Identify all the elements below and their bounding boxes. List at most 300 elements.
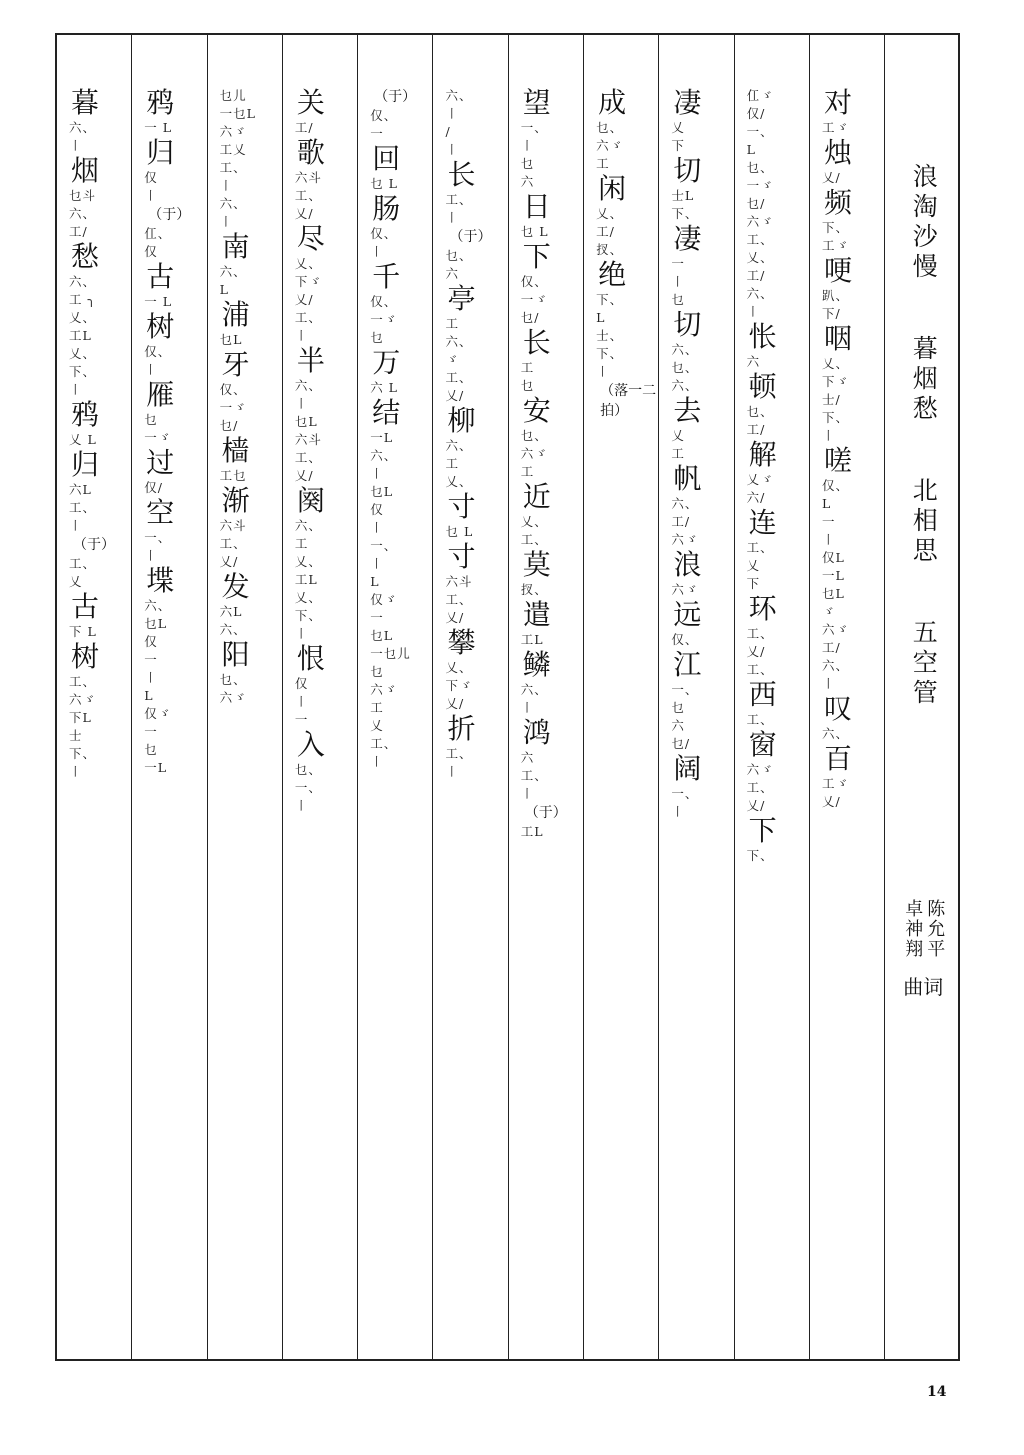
paren-note: （于） — [374, 89, 417, 105]
notation-symbol: 〡 — [144, 188, 158, 203]
gongche-notation — [69, 187, 99, 241]
score-entry — [509, 481, 551, 549]
notation-symbol: 乜/ — [520, 310, 540, 325]
score-entry — [735, 87, 774, 321]
notation-symbol: 一ゞ — [144, 430, 172, 445]
notation-symbol: 工、 — [445, 592, 473, 607]
notation-symbol: 下 — [746, 576, 761, 591]
notation-symbol: 一L — [370, 430, 393, 445]
notation-symbol: 工、 — [219, 536, 247, 551]
notation-symbol: L — [144, 688, 154, 703]
gongche-notation — [747, 711, 777, 729]
notation-symbol: L — [746, 142, 756, 157]
lyric-char: 下 — [748, 814, 777, 847]
credit-name: 陈允平 — [924, 899, 946, 959]
notation-symbol: 工ゞ — [821, 776, 849, 791]
score-column — [659, 35, 734, 1359]
gongche-notation — [822, 287, 852, 323]
notation-symbol: 六ゞ — [746, 762, 774, 777]
lyric-char: 莫 — [522, 548, 551, 581]
lyric-char: 下 — [522, 240, 551, 273]
score-entry — [208, 231, 250, 299]
notation-symbol: 六、 — [219, 196, 247, 211]
notation-symbol: 乂、 — [445, 474, 473, 489]
lyric-char: 堞 — [146, 564, 175, 597]
notation-symbol: 〡 — [445, 142, 459, 157]
notation-symbol: 一 — [671, 256, 685, 271]
notation-symbol: 乜L — [144, 616, 168, 631]
notation-symbol: 乜L — [370, 628, 393, 643]
notation-symbol: 仅、 — [370, 294, 398, 309]
notation-symbol: 乂/ — [294, 206, 314, 221]
notation-symbol: 〡 — [294, 626, 309, 641]
notation-symbol: 乂、 — [69, 310, 97, 325]
notation-symbol: 一 L — [144, 294, 173, 309]
score-entry — [283, 345, 325, 485]
score-entry — [208, 639, 250, 707]
score-entry — [810, 255, 852, 323]
score-entry — [358, 87, 416, 143]
notation-symbol: 工/ — [596, 224, 615, 239]
lyric-char: 嗟 — [823, 444, 852, 477]
notation-symbol: 工、 — [294, 310, 322, 325]
lyric-char: 鸦 — [146, 86, 175, 119]
lyric-char: 望 — [522, 86, 551, 119]
notation-symbol: 士/ — [821, 392, 841, 407]
notation-symbol: L — [821, 496, 832, 511]
score-entry — [509, 87, 551, 191]
gongche-notation — [671, 495, 701, 549]
notation-symbol: 六L — [219, 604, 243, 619]
notation-symbol: 下、 — [821, 410, 849, 425]
notation-symbol: 〡 — [746, 304, 761, 319]
score-entry — [433, 541, 475, 627]
notation-symbol: 下ゞ — [294, 274, 322, 289]
gongche-notation — [220, 123, 247, 231]
gongche-notation — [521, 581, 551, 599]
lyric-char: 发 — [221, 570, 250, 603]
lyric-char: 古 — [71, 590, 100, 623]
notation-symbol: 乜、 — [294, 762, 322, 777]
gongche-notation — [521, 273, 551, 327]
notation-symbol: 下、 — [294, 608, 322, 623]
paren-note: （于） — [524, 805, 567, 821]
gongche-notation — [144, 343, 174, 379]
score-entry — [57, 399, 99, 449]
notation-symbol: 仅ゞ — [144, 706, 172, 721]
gongche-notation — [445, 315, 475, 405]
notation-symbol: / — [445, 124, 451, 139]
notation-symbol: 乜、 — [219, 672, 247, 687]
score-entry — [57, 591, 99, 641]
score-entry — [132, 87, 174, 137]
score-column — [584, 35, 659, 1359]
lyric-char: 频 — [823, 186, 852, 219]
notation-symbol: 〡 — [671, 274, 685, 289]
notation-symbol: 工/ — [671, 514, 691, 529]
gongche-notation — [144, 479, 174, 497]
gongche-notation — [521, 823, 567, 841]
notation-symbol: 下、 — [821, 220, 849, 235]
notation-symbol: 乜 — [144, 742, 158, 757]
notation-symbol: 乂 — [69, 574, 83, 589]
gongche-notation — [822, 219, 852, 255]
score-entry — [57, 87, 99, 155]
notation-symbol: 仅、 — [520, 274, 548, 289]
notation-symbol: 六、 — [69, 206, 97, 221]
notation-symbol: 仅/ — [144, 480, 164, 495]
notation-symbol: 六斗 — [294, 432, 322, 447]
notation-symbol: 工/ — [294, 120, 314, 135]
lyric-char: 环 — [748, 592, 777, 625]
gongche-notation — [445, 523, 475, 541]
notation-symbol: 乂 L — [69, 432, 97, 447]
lyric-char: 万 — [372, 346, 401, 379]
lyric-char: 西 — [748, 678, 777, 711]
notation-symbol: 乜 — [520, 378, 535, 393]
tune-title: 浪淘沙慢 — [909, 163, 939, 283]
notation-symbol: 六斗 — [294, 170, 322, 185]
score-entry — [584, 87, 626, 173]
notation-symbol: 下ゞ — [821, 374, 849, 389]
notation-symbol: 下、 — [671, 206, 699, 221]
paren-note: （落一二拍） — [600, 383, 657, 419]
score-entry — [132, 205, 190, 261]
score-entry — [659, 753, 701, 821]
notation-symbol: 乜 — [671, 700, 685, 715]
notation-symbol: 扠、 — [520, 582, 548, 597]
notation-symbol: 仜、 — [144, 226, 172, 241]
notation-symbol: 工 — [596, 156, 610, 171]
notation-symbol: 仅、 — [370, 226, 398, 241]
gongche-notation — [445, 191, 475, 227]
notation-symbol: 工 — [520, 360, 535, 375]
notation-symbol: 下/ — [821, 306, 841, 321]
notation-symbol: 仅 — [370, 502, 384, 517]
gongche-notation — [822, 725, 852, 743]
gongche-notation — [747, 403, 777, 439]
notation-symbol: 〡 — [144, 548, 158, 563]
score-entry — [433, 283, 475, 405]
gongche-notation — [445, 573, 475, 627]
notation-symbol: 一、 — [520, 120, 548, 135]
notation-symbol: 〡 — [520, 786, 535, 801]
notation-symbol: 六/ — [746, 490, 766, 505]
notation-symbol: 〡 — [445, 210, 459, 225]
lyric-char: 结 — [372, 396, 401, 429]
lyric-char: 近 — [522, 480, 551, 513]
credit-name: 卓神翔 — [902, 899, 924, 959]
lyric-char: 雁 — [146, 378, 175, 411]
gongche-notation — [747, 87, 774, 321]
score-entry — [509, 395, 551, 481]
gongche-notation — [69, 555, 115, 591]
notation-symbol: 乜、 — [445, 248, 473, 263]
lyric-char: 长 — [447, 158, 476, 191]
score-entry — [208, 571, 250, 639]
notation-symbol: 一ゞ — [219, 400, 247, 415]
notation-symbol: 工/ — [821, 640, 841, 655]
notation-symbol: 六 — [520, 750, 535, 765]
gongche-notation — [521, 359, 551, 395]
gongche-notation — [144, 529, 174, 565]
lyric-char: 帆 — [673, 462, 702, 495]
lyric-char: 安 — [522, 394, 551, 427]
gongche-notation — [822, 355, 852, 445]
notation-symbol: 〡 — [69, 518, 83, 533]
lyric-char: 阳 — [221, 638, 250, 671]
lyric-char: 怅 — [748, 320, 777, 353]
notation-symbol: 扠、 — [596, 242, 624, 257]
notation-symbol: 六ゞ — [219, 124, 247, 139]
notation-symbol: 六ゞ — [821, 622, 849, 637]
notation-symbol: 一乜L — [219, 106, 256, 121]
paren-note: （于） — [148, 207, 191, 223]
notation-symbol: 〡 — [370, 244, 384, 259]
notation-symbol: 工、 — [445, 370, 473, 385]
gongche-notation — [370, 225, 400, 261]
notation-symbol: 工、 — [445, 192, 473, 207]
gongche-notation — [220, 381, 250, 435]
notation-symbol: 乂ゞ — [746, 472, 774, 487]
score-entry — [57, 241, 99, 399]
score-column — [810, 35, 885, 1359]
notation-symbol: 乂 — [746, 558, 761, 573]
lyric-char: 南 — [221, 230, 250, 263]
paren-note: （于） — [73, 537, 115, 553]
gongche-notation — [596, 205, 626, 259]
notation-symbol: 〡 — [219, 178, 234, 193]
score-entry — [509, 241, 551, 327]
gongche-notation — [370, 175, 400, 193]
lyric-char: 千 — [372, 260, 401, 293]
notation-symbol: 工L — [294, 572, 318, 587]
lyric-char: 暮 — [71, 86, 100, 119]
notation-symbol: 工、 — [445, 746, 473, 761]
notation-symbol: 六ゞ — [671, 532, 699, 547]
score-entry — [433, 713, 475, 781]
lyric-char: 成 — [598, 86, 627, 119]
score-entry — [433, 491, 475, 541]
notation-symbol: 〡 — [69, 138, 83, 153]
notation-symbol: 工、 — [219, 160, 247, 175]
score-entry — [358, 347, 400, 397]
notation-symbol: 一乜儿 — [370, 646, 411, 661]
notation-symbol: 一 — [144, 652, 158, 667]
gongche-notation — [521, 223, 551, 241]
gongche-notation — [295, 377, 325, 485]
notation-symbol: 下、 — [69, 364, 97, 379]
gongche-notation — [521, 631, 551, 649]
notation-symbol: 乜、 — [746, 160, 774, 175]
score-entry — [132, 137, 174, 205]
lyric-char: 古 — [146, 260, 175, 293]
score-entry — [810, 323, 852, 445]
lyric-char: 阕 — [296, 484, 325, 517]
lyric-char: 对 — [823, 86, 852, 119]
gongche-notation — [671, 341, 701, 395]
lyric-char: 愁 — [71, 240, 100, 273]
notation-symbol: 工L — [520, 632, 544, 647]
gongche-notation — [822, 775, 852, 811]
lyric-char: 浦 — [221, 298, 250, 331]
notation-symbol: 〡 — [370, 520, 384, 535]
notation-symbol: 六ゞ — [671, 582, 699, 597]
notation-symbol: 工、 — [294, 450, 322, 465]
notation-symbol: 乜、 — [671, 360, 699, 375]
score-entry — [735, 439, 777, 507]
notation-symbol: 六ゞ — [219, 690, 247, 705]
score-entry — [810, 137, 852, 187]
gongche-notation — [445, 87, 472, 159]
lyric-char: 肠 — [372, 192, 401, 225]
notation-symbol: 乂/ — [445, 696, 465, 711]
notation-symbol: 下、 — [596, 292, 624, 307]
notation-symbol: 乜L — [219, 332, 243, 347]
notation-symbol: 乂/ — [294, 292, 314, 307]
gongche-notation — [295, 119, 325, 137]
notation-symbol: 〡 — [520, 700, 535, 715]
score-entry — [659, 87, 701, 155]
notation-symbol: 工 ╮ — [69, 292, 96, 307]
notation-symbol: 工/ — [69, 224, 88, 239]
gongche-notation — [370, 429, 411, 771]
notation-symbol: 下 — [671, 138, 685, 153]
gongche-notation — [69, 481, 99, 535]
gongche-notation — [747, 471, 777, 507]
notation-symbol: 六、 — [821, 658, 849, 673]
notation-symbol: 乂 — [671, 428, 685, 443]
notation-symbol: 六ゞ — [746, 214, 774, 229]
notation-symbol: 仅、 — [370, 108, 398, 123]
gongche-notation — [521, 681, 551, 717]
notation-symbol: 工、 — [746, 662, 774, 677]
notation-symbol: 乜 L — [445, 524, 474, 539]
score-column — [132, 35, 207, 1359]
score-entry — [584, 259, 626, 381]
notation-symbol: 〡 — [671, 804, 685, 819]
notation-symbol: 下ゞ — [445, 678, 473, 693]
notation-symbol: 〡 — [144, 670, 158, 685]
lyric-char: 遣 — [522, 598, 551, 631]
lyric-char: 解 — [748, 438, 777, 471]
score-entry — [659, 463, 701, 549]
lyric-char: 烛 — [823, 136, 852, 169]
gongche-notation — [144, 293, 174, 311]
lyric-char: 百 — [823, 742, 852, 775]
gongche-notation — [822, 119, 852, 137]
lyric-char: 烟 — [71, 154, 100, 187]
notation-symbol: 仅L — [821, 550, 845, 565]
gongche-notation — [69, 623, 99, 641]
notation-symbol: 〡 — [520, 138, 535, 153]
gongche-notation — [671, 255, 701, 309]
score-column — [358, 35, 433, 1359]
notation-symbol: 六L — [69, 482, 92, 497]
notation-symbol: 下 L — [69, 624, 97, 639]
gongche-notation — [295, 169, 325, 223]
score-column — [509, 35, 584, 1359]
lyric-char: 归 — [71, 448, 100, 481]
paren-note: （于） — [449, 229, 492, 245]
score-entry — [659, 649, 701, 753]
score-entry — [57, 641, 99, 781]
notation-symbol: 六、 — [69, 120, 97, 135]
title-sidebar — [885, 35, 961, 1359]
notation-symbol: 六、 — [520, 682, 548, 697]
notation-symbol: 乂/ — [821, 170, 841, 185]
notation-symbol: 工 — [445, 456, 459, 471]
gongche-notation — [671, 427, 701, 463]
notation-symbol: 工、 — [746, 712, 774, 727]
gongche-notation — [144, 169, 174, 205]
notation-symbol: 〡 — [821, 532, 836, 547]
notation-symbol: 六 — [445, 266, 459, 281]
notation-symbol: L — [596, 310, 606, 325]
score-entry — [810, 693, 852, 743]
notation-symbol: 六ゞ — [596, 138, 624, 153]
lyric-char: 树 — [71, 640, 100, 673]
notation-symbol: 〡 — [821, 676, 836, 691]
notation-symbol: 六、 — [821, 726, 849, 741]
score-column — [57, 35, 132, 1359]
notation-symbol: 乜、 — [520, 428, 548, 443]
notation-symbol: 一ゞ — [746, 178, 774, 193]
notation-symbol: 六ゞ — [69, 692, 97, 707]
notation-symbol: 工、 — [520, 532, 548, 547]
lyric-char: 亭 — [447, 282, 476, 315]
lyric-char: 回 — [372, 142, 401, 175]
gongche-notation — [370, 379, 400, 397]
gongche-notation — [69, 431, 99, 449]
score-entry — [208, 485, 250, 571]
notation-symbol: 乜/ — [746, 196, 766, 211]
score-entry — [132, 447, 174, 497]
score-entry — [208, 349, 250, 435]
notation-symbol: 〡 — [144, 362, 158, 377]
notation-symbol: 士L — [671, 188, 695, 203]
gongche-notation — [144, 597, 174, 777]
notation-symbol: 士、 — [596, 328, 624, 343]
notation-symbol: 乜 — [370, 664, 384, 679]
notation-symbol: 六、 — [445, 88, 473, 103]
notation-symbol: 工 — [370, 700, 384, 715]
notation-symbol: 仅 — [144, 634, 158, 649]
notation-symbol: 仅/ — [746, 106, 766, 121]
lyric-char: 关 — [296, 86, 325, 119]
notation-symbol: 乂/ — [294, 468, 314, 483]
lyric-char: 尽 — [296, 222, 325, 255]
notation-symbol: 六 — [520, 174, 535, 189]
notation-symbol: 工 — [294, 536, 309, 551]
notation-symbol: 乂/ — [445, 610, 465, 625]
gongche-notation — [144, 411, 174, 447]
score-entry — [735, 729, 777, 815]
score-entry — [283, 223, 325, 345]
notation-symbol: 六斗 — [219, 518, 247, 533]
score-entry — [735, 321, 777, 371]
notation-symbol: 仅 — [144, 170, 158, 185]
notation-symbol: ゞ — [821, 604, 836, 619]
score-entry — [132, 379, 174, 447]
gongche-notation — [671, 119, 701, 155]
notation-symbol: 〡 — [294, 694, 309, 709]
lyric-char: 过 — [146, 446, 175, 479]
notation-symbol: 六斗 — [445, 574, 473, 589]
gongche-notation — [747, 539, 777, 593]
gongche-notation — [69, 119, 99, 155]
credits — [901, 899, 945, 959]
